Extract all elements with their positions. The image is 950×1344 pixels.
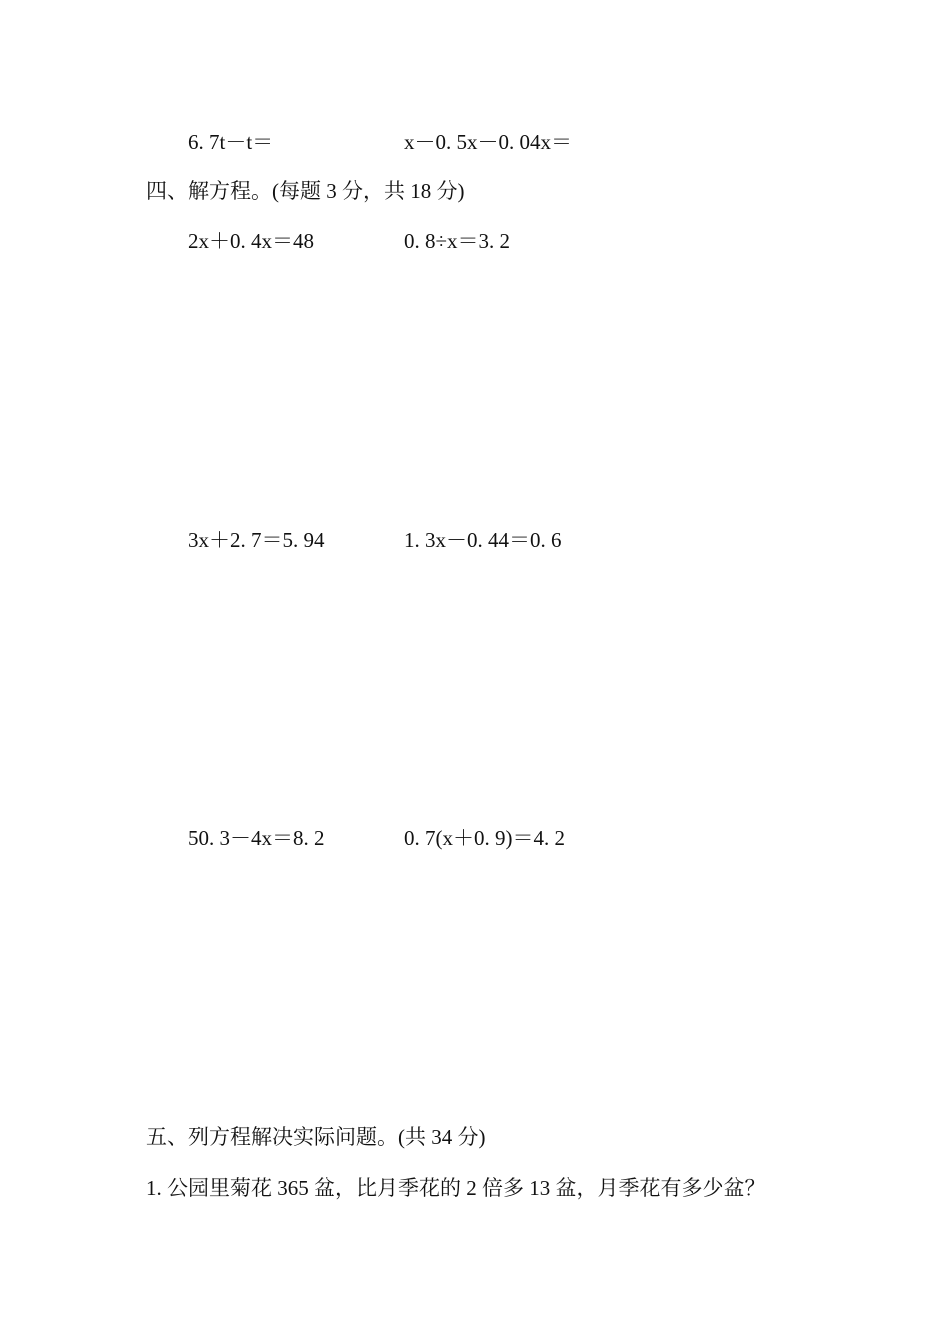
section-heading-word-problems: 五、列方程解决实际问题。(共 34 分) [146, 1125, 486, 1149]
expression-left: 6. 7t－t＝ [188, 130, 274, 154]
equation-5: 50. 3－4x＝8. 2 [188, 826, 325, 850]
expression-right: x－0. 5x－0. 04x＝ [404, 130, 572, 154]
equation-4: 1. 3x－0. 44＝0. 6 [404, 528, 562, 552]
equation-2: 0. 8÷x＝3. 2 [404, 229, 511, 253]
equation-3: 3x＋2. 7＝5. 94 [188, 528, 325, 552]
section-heading-equations: 四、解方程。(每题 3 分，共 18 分) [146, 179, 465, 203]
word-problem-1: 1. 公园里菊花 365 盆，比月季花的 2 倍多 13 盆，月季花有多少盆？ [146, 1176, 766, 1200]
equation-1: 2x＋0. 4x＝48 [188, 229, 314, 253]
equation-6: 0. 7(x＋0. 9)＝4. 2 [404, 826, 565, 850]
